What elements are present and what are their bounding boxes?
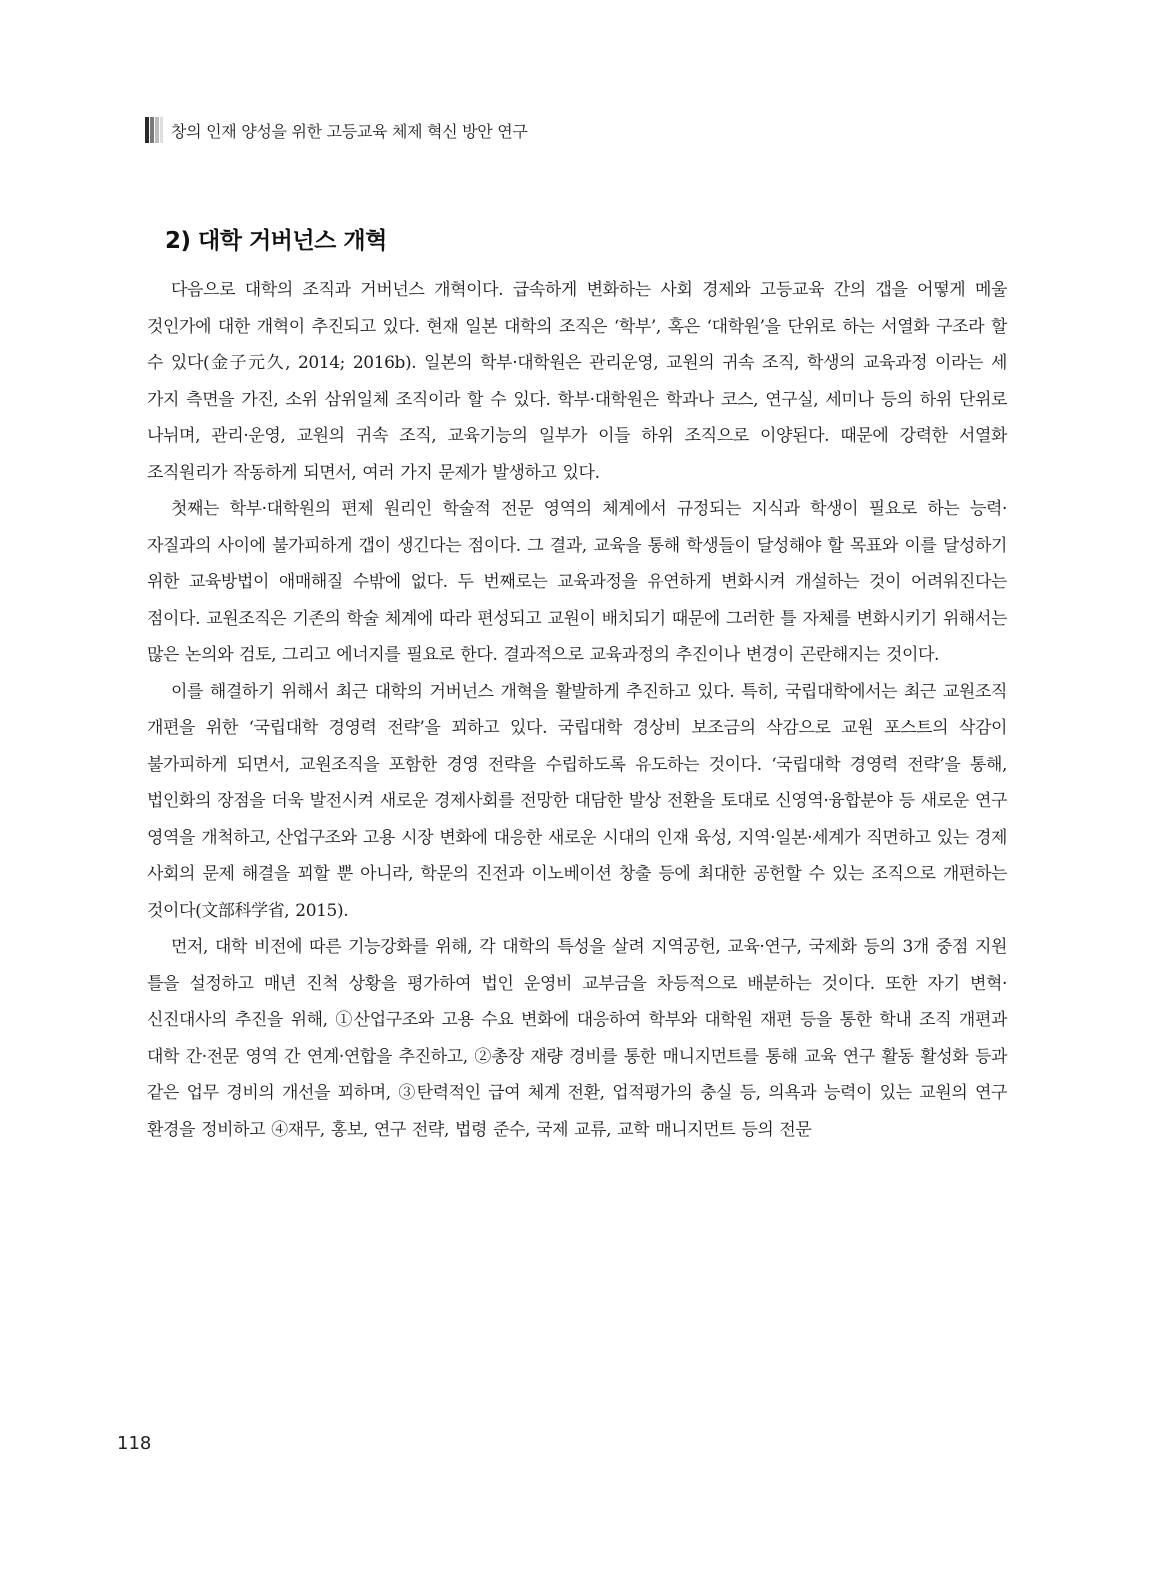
section-title: 2) 대학 거버넌스 개혁 <box>165 228 387 254</box>
running-header <box>145 117 528 143</box>
paragraph: 다음으로 대학의 조직과 거버넌스 개혁이다. 급속하게 변화하는 사회 경제와 고등교육 간의 갭을 어떻게 메울 것인가에 대한 개혁이 추진되고 있다. 현재 일본 대학의 조직은 ‘학부’, 혹은 ‘대학원’을 단위로 하는 서열화 구조라 할 수 있다(金子元久, 2014; 2016b). 일본의 학부·대학원은 관리운영, 교원의 귀속 조직, 학생의 교육과정 이라는 세 가지 측면을 가진, 소위 삼위일체 조직이라 할 수 있다. 학부·대학원은 학과나 코스, 연구실, 세미나 등의 하위 단위로 나뉘며, 관리·운영, 교원의 귀속 조직, 교육기능의 일부가 이들 하위 조직으로 이양된다. 때문에 강력한 서열화 조직원리가 작동하게 되면서, 여러 가지 문제가 발생하고 있다. <box>147 280 1007 483</box>
paragraph: 첫째는 학부·대학원의 편제 원리인 학술적 전문 영역의 체계에서 규정되는 지식과 학생이 필요로 하는 능력·자질과의 사이에 불가피하게 갭이 생긴다는 점이다. 그 결과, 교육을 통해 학생들이 달성해야 할 목표와 이를 달성하기 위한 교육방법이 애매해질 수밖에 없다. 두 번째로는 교육과정을 유연하게 변화시켜 개설하는 것이 어려워진다는 점이다. 교원조직은 기존의 학술 체계에 따라 편성되고 교원이 배치되기 때문에 그러한 틀 자체를 변화시키기 위해서는 많은 논의와 검토, 그리고 에너지를 필요로 한다. 결과적으로 교육과정의 추진이나 변경이 곤란해지는 것이다. <box>147 499 1007 665</box>
header-bar-icon <box>145 117 163 143</box>
page-number: 118 <box>117 1433 152 1454</box>
body-text <box>147 272 1007 1148</box>
header-title: 창의 인재 양성을 위한 고등교육 체제 혁신 방안 연구 <box>171 121 528 141</box>
paragraph: 먼저, 대학 비전에 따른 기능강화를 위해, 각 대학의 특성을 살려 지역공헌, 교육·연구, 국제화 등의 3개 중점 지원 틀을 설정하고 매년 진척 상황을 평가하여 법인 운영비 교부금을 차등적으로 배분하는 것이다. 또한 자기 변혁·신진대사의 추진을 위해, ①산업구조와 고용 수요 변화에 대응하여 학부와 대학원 재편 등을 통한 학내 조직 개편과 대학 간·전문 영역 간 연계·연합을 추진하고, ②총장 재량 경비를 통한 매니지먼트를 통해 교육 연구 활동 활성화 등과 같은 업무 경비의 개선을 꾀하며, ③탄력적인 급여 체계 전환, 업적평가의 충실 등, 의욕과 능력이 있는 교원의 연구 환경을 정비하고 ④재무, 홍보, 연구 전략, 법령 준수, 국제 교류, 교학 매니지먼트 등의 전문 <box>147 937 1007 1140</box>
paragraph: 이를 해결하기 위해서 최근 대학의 거버넌스 개혁을 활발하게 추진하고 있다. 특히, 국립대학에서는 최근 교원조직 개편을 위한 ‘국립대학 경영력 전략’을 꾀하고 있다. 국립대학 경상비 보조금의 삭감으로 교원 포스트의 삭감이 불가피하게 되면서, 교원조직을 포함한 경영 전략을 수립하도록 유도하는 것이다. ‘국립대학 경영력 전략’을 통해, 법인화의 장점을 더욱 발전시켜 새로운 경제사회를 전망한 대담한 발상 전환을 토대로 신영역·융합분야 등 새로운 연구 영역을 개척하고, 산업구조와 고용 시장 변화에 대응한 새로운 시대의 인재 육성, 지역·일본·세계가 직면하고 있는 경제 사회의 문제 해결을 꾀할 뿐 아니라, 학문의 진전과 이노베이션 창출 등에 최대한 공헌할 수 있는 조직으로 개편하는 것이다(文部科学省, 2015). <box>147 681 1007 921</box>
